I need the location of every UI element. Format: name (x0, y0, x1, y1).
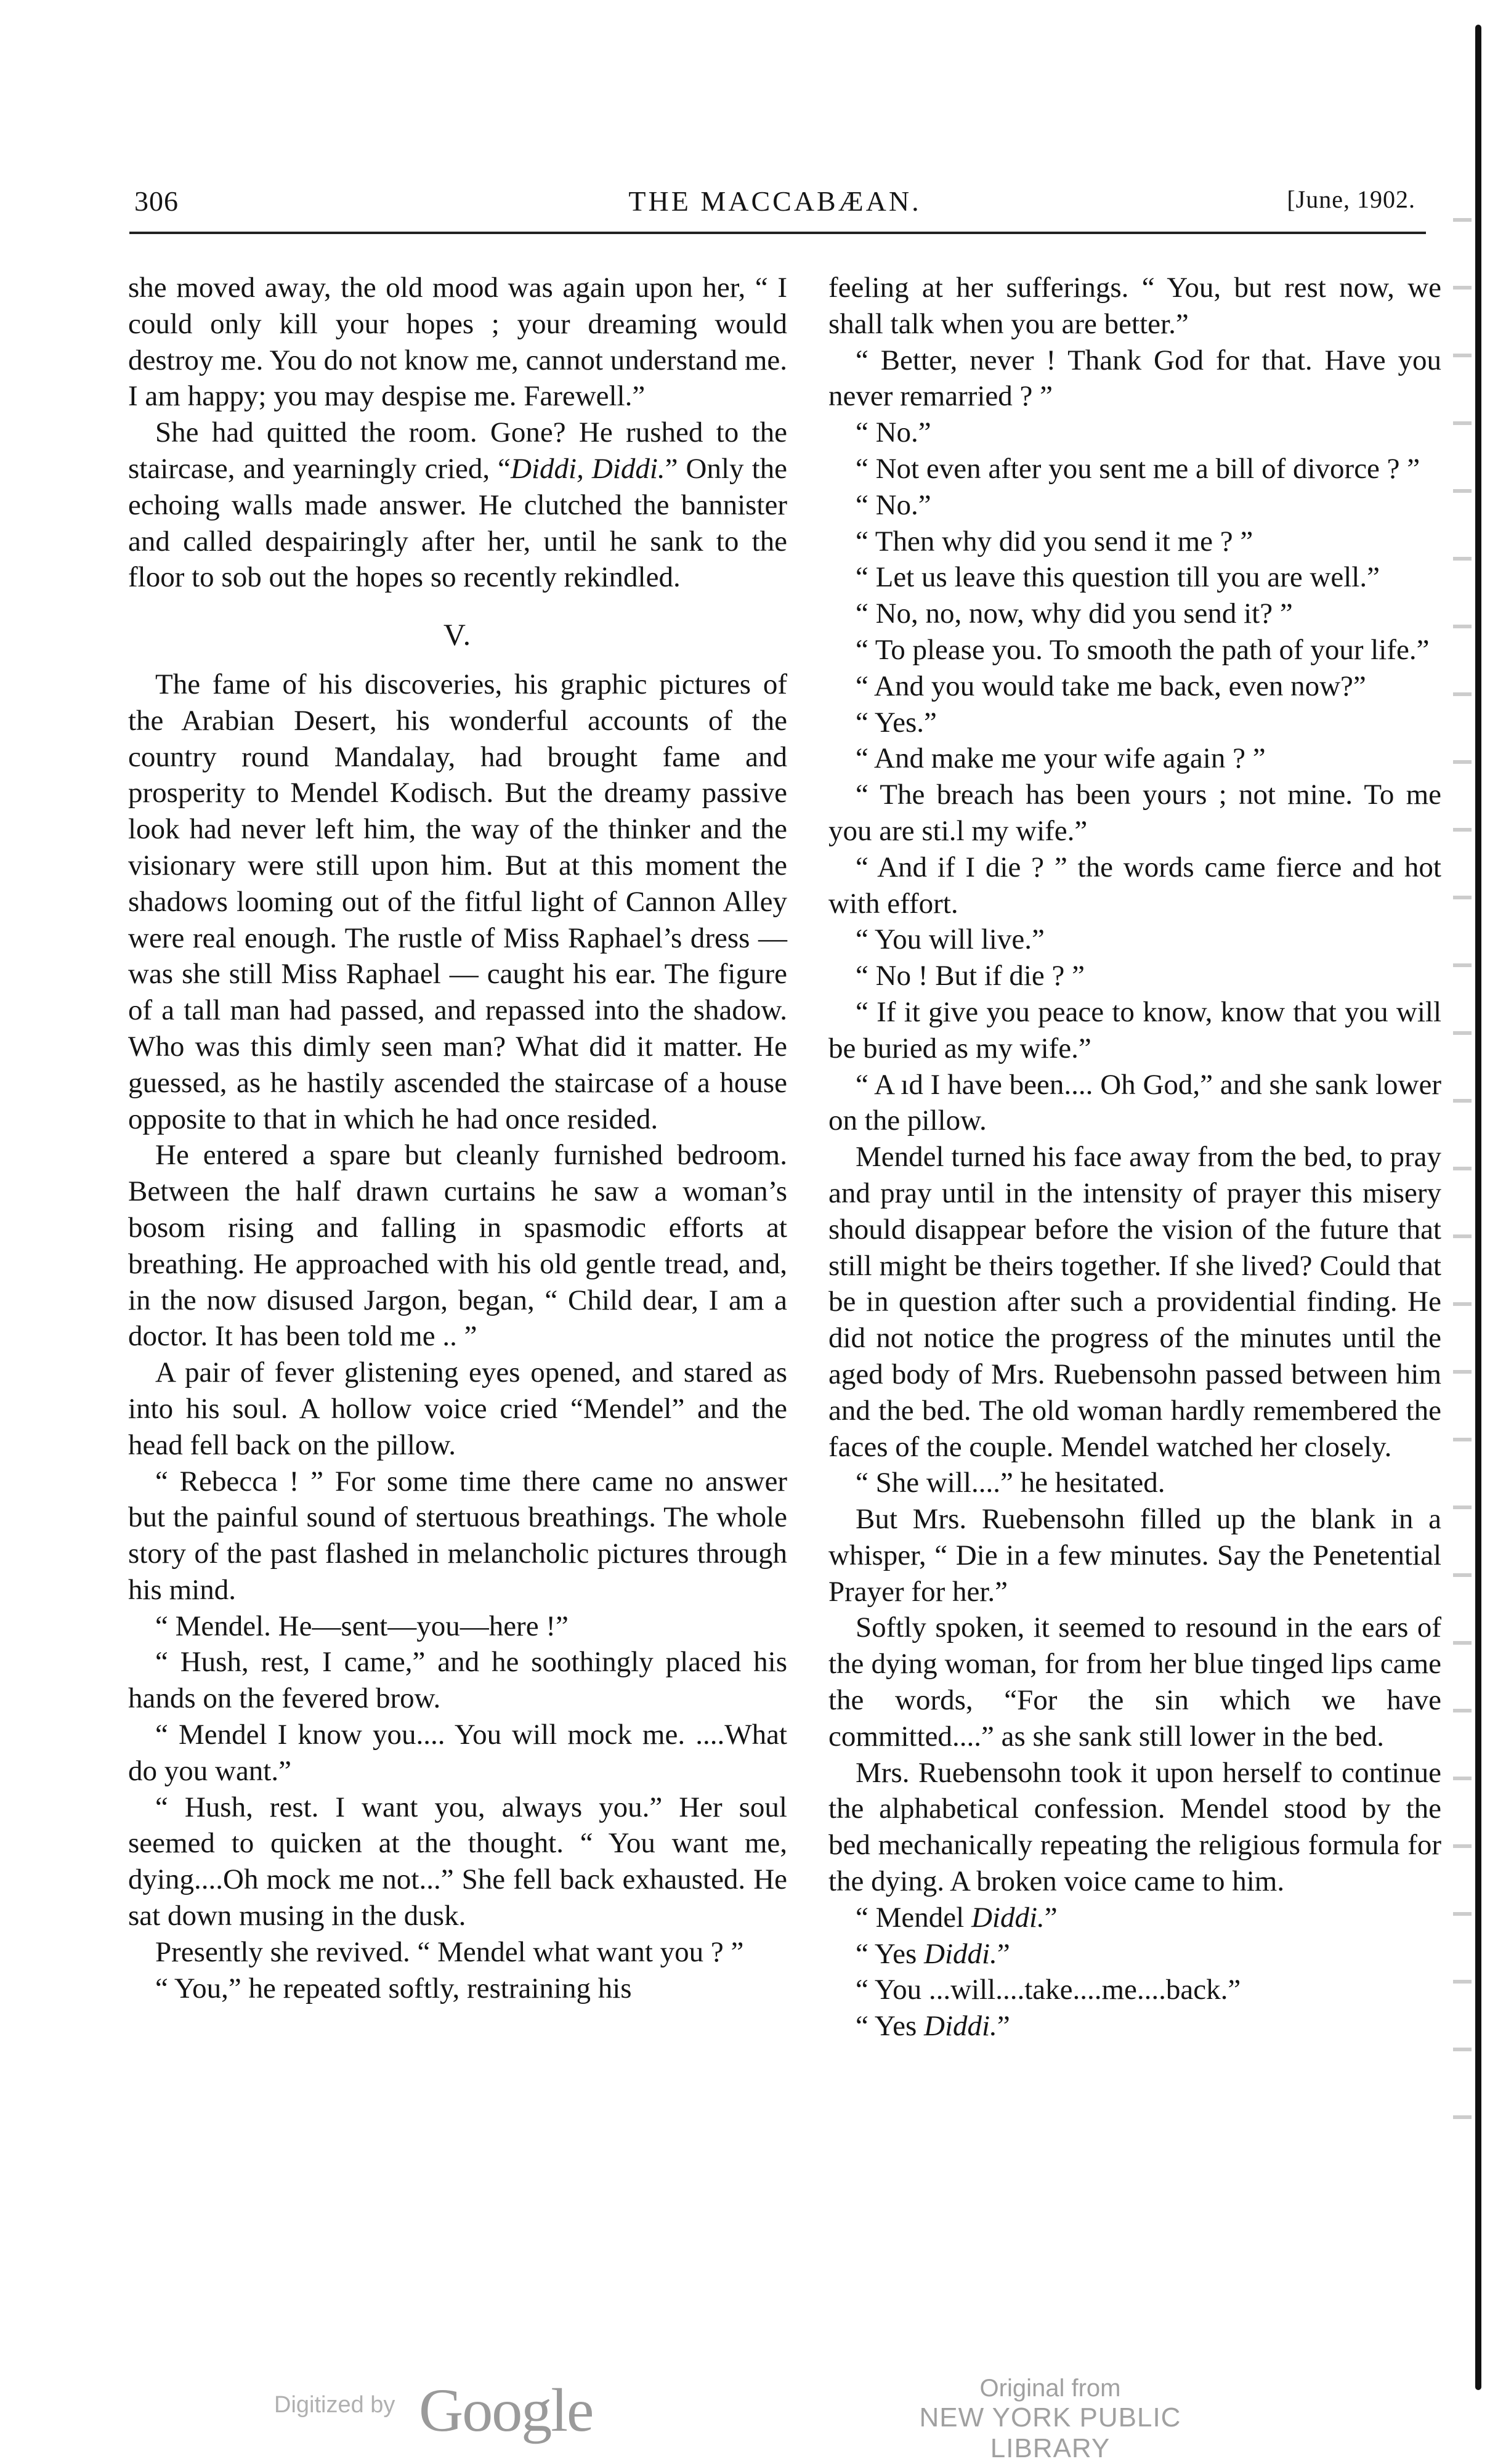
paragraph: “ And you would take me back, even now?” (856, 670, 1366, 702)
header-rule (129, 232, 1426, 234)
paragraph: A pair of fever glistening eyes opened, and stared as into his soul. A hollow voice cried “Mendel” and the head fell back on the pillow. (128, 1356, 787, 1461)
paragraph: “ Hush, rest. I want you, always you.” Her soul seemed to quicken at the thought. “ You want me, dying....Oh mock me not...” She fell back exhausted. He sat down musing in the dusk. (128, 1791, 787, 1932)
paragraph: “ And make me your wife again ? ” (856, 742, 1266, 775)
source-credit (859, 2375, 1241, 2464)
adjacent-page-text (1453, 179, 1472, 2150)
text-run: “ Mendel (856, 1901, 971, 1934)
paragraph (828, 2008, 1441, 2045)
text-run: ” Only the echoing walls made answer. He clutched the bannister and called despairingly after her, until he sank to the floor to sob out the hopes so recently rekindled. (128, 452, 787, 594)
page-number: 306 (134, 185, 179, 217)
left-column (128, 270, 787, 2006)
paragraph: “ If it give you peace to know, know that you will be buried as my wife.” (828, 995, 1441, 1064)
paragraph: “ To please you. To smooth the path of your life.” (856, 633, 1430, 666)
paragraph: “ No ! But if die ? ” (856, 960, 1085, 992)
library-name: NEW YORK PUBLIC LIBRARY (919, 2402, 1181, 2463)
paragraph: “ Hush, rest, I came,” and he soothingly placed his hands on the fevered brow. (128, 1646, 787, 1715)
section-heading: V. (443, 617, 472, 652)
paragraph: Mrs. Ruebensohn took it upon herself to continue the alphabetical confession. Mendel stood by the bed mechanically repeating the religious formula for the dying. A broken voice came to him. (828, 1756, 1441, 1898)
paragraph: “ The breach has been yours ; not mine. To me you are sti.l my wife.” (828, 779, 1441, 847)
paragraph: Mendel turned his face away from the bed, to pray and pray until in the intensity of prayer this misery should disappear before the vision of the future that still might be theirs together. If she lived? Could that be in question after such a providential finding. He did not notice the progress of the minutes until the aged body of Mrs. Ruebensohn passed between him and the bed. The old woman hardly remembered the faces of the couple. Mendel watched her closely. (828, 1141, 1441, 1463)
paragraph: feeling at her sufferings. “ You, but rest now, we shall talk when you are better.” (828, 272, 1441, 340)
italic-text: Diddi. (971, 1901, 1045, 1934)
journal-title: THE MACCABÆAN. (628, 185, 921, 217)
google-logo: Google (419, 2376, 593, 2444)
text-run: “ Yes (856, 2010, 925, 2043)
paragraph (828, 1900, 1441, 1936)
paragraph: “ No.” (856, 488, 931, 521)
digitized-by-label: Digitized by (274, 2392, 395, 2418)
italic-text: Diddi. (924, 1937, 997, 1970)
paragraph: “ Not even after you sent me a bill of divorce ? ” (856, 452, 1420, 485)
running-header (134, 185, 1415, 224)
paragraph (128, 415, 787, 596)
scan-footer (0, 2375, 1490, 2463)
original-from-label: Original from (979, 2375, 1121, 2402)
paragraph: “ Then why did you send it me ? ” (856, 525, 1253, 557)
right-column (828, 270, 1441, 2045)
paragraph: “ No, no, now, why did you send it? ” (856, 598, 1293, 630)
paragraph: “ You,” he repeated softly, restraining his (155, 1972, 632, 2004)
paragraph: “ A ıd I have been.... Oh God,” and she sank lower on the pillow. (828, 1068, 1441, 1137)
paragraph: Presently she revived. “ Mendel what want you ? ” (155, 1935, 744, 1968)
paragraph: “ She will....” he hesitated. (856, 1467, 1165, 1499)
paragraph: The fame of his discoveries, his graphic pictures of the Arabian Desert, his wonderful accounts of the country round Mandalay, had brought fame and prosperity to Mendel Kodisch. But the dreamy passive look had never left him, the way of the thinker and the visionary were still upon him. But at this moment the shadows looming out of the fitful light of Cannon Alley were real enough. The rustle of Miss Raphael’s dress — was she still Miss Raphael — caught his ear. The figure of a tall man had passed, and repassed into the shadow. Who was this dimly seen man? What did it matter. He guessed, as he hastily ascended the staircase of a house opposite to that in which he had once resided. (128, 668, 787, 1135)
paragraph: “ Yes.” (856, 706, 937, 739)
paragraph: “ Mendel I know you.... You will mock me. ....What do you want.” (128, 1719, 787, 1787)
adjacent-page-edge (1453, 0, 1490, 2464)
paragraph: she moved away, the old mood was again upon her, “ I could only kill your hopes ; your dreaming would destroy me. You do not know me, cannot understand me. I am happy; you may despise me. Farewell.” (128, 272, 787, 413)
paragraph: “ No.” (856, 416, 931, 449)
paragraph: “ Mendel. He—sent—you—here !” (155, 1610, 569, 1642)
paragraph: Softly spoken, it seemed to resound in the ears of the dying woman, for from her blue tinged lips came the words, “For the sin which we have committed....” as she sank still lower in the bed. (828, 1611, 1441, 1753)
italic-text: Diddi. (924, 2010, 997, 2043)
binding-shadow (1475, 25, 1481, 2390)
text-run: ” (1044, 1901, 1058, 1934)
paragraph: “ Rebecca ! ” For some time there came no answer but the painful sound of stertuous breathings. The whole story of the past flashed in melancholic pictures through his mind. (128, 1465, 787, 1606)
issue-date: [June, 1902. (1287, 185, 1415, 213)
paragraph (828, 1936, 1441, 1972)
paragraph: “ Better, never ! Thank God for that. Have you never remarried ? ” (828, 344, 1441, 413)
italic-text: Diddi, Diddi. (511, 452, 665, 485)
paragraph: “ And if I die ? ” the words came fierce and hot with effort. (828, 851, 1441, 920)
paragraph: “ You will live.” (856, 923, 1045, 956)
text-run: ” (997, 2010, 1010, 2043)
paragraph: “ You ...will....take....me....back.” (856, 1974, 1241, 2006)
paragraph: But Mrs. Ruebensohn filled up the blank in a whisper, “ Die in a few minutes. Say the Penetential Prayer for her.” (828, 1503, 1441, 1608)
text-run: ” (997, 1937, 1010, 1970)
text-run: She had quitted the room. Gone? He rushed to the staircase, and yearningly cried, “ (128, 416, 787, 485)
paragraph: He entered a spare but cleanly furnished bedroom. Between the half drawn curtains he saw a woman’s bosom rising and falling in spasmodic efforts at breathing. He approached with his old gentle tread, and, in the now disused Jargon, began, “ Child dear, I am a doctor. It has been told me .. ” (128, 1139, 787, 1353)
text-run: “ Yes (856, 1937, 925, 1970)
paragraph: “ Let us leave this question till you are well.” (856, 561, 1380, 594)
